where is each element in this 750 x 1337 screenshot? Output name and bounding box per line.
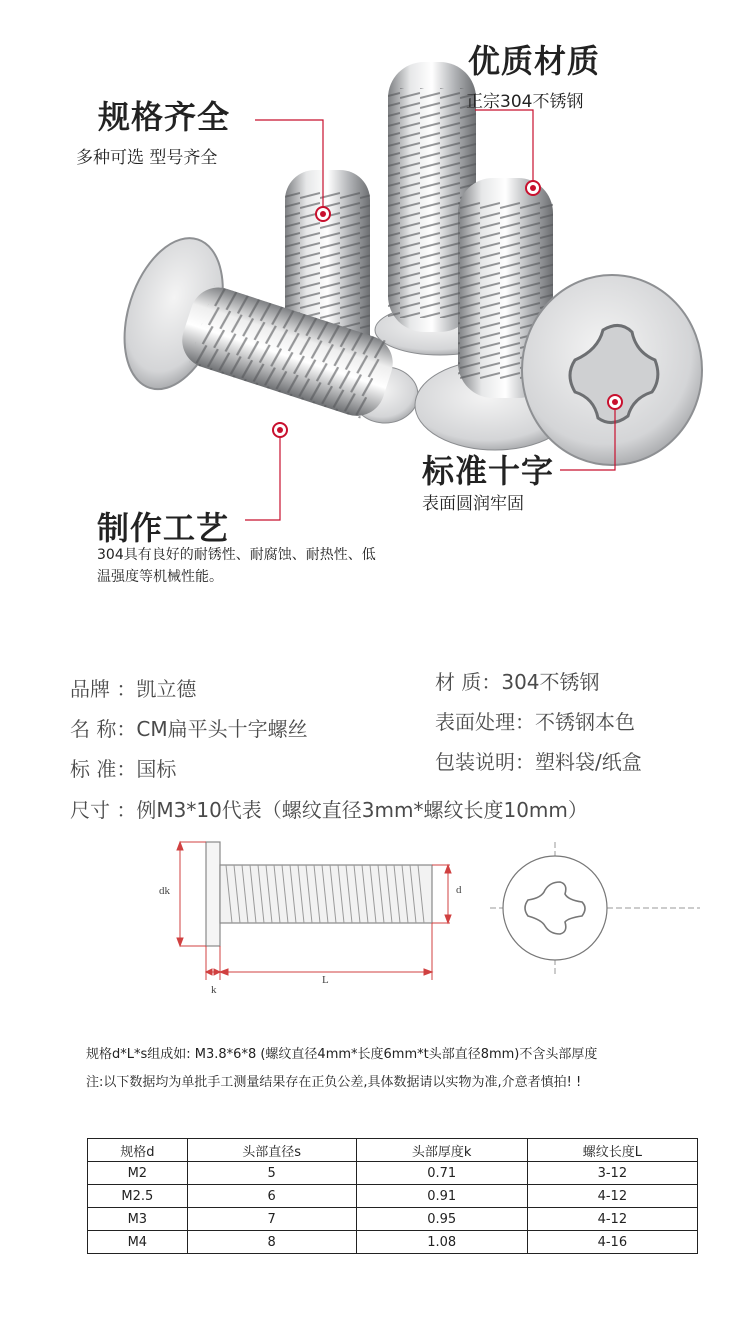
spec-surface-label: 表面处理： <box>435 710 535 734</box>
callout-material-title: 优质材质 <box>468 42 601 80</box>
table-row <box>88 1185 698 1208</box>
spec-composition-note: 规格d*L*s组成如: M3.8*6*8 (螺纹直径4mm*长度6mm*t头部直径8mm)不含头部厚度 <box>86 1047 598 1062</box>
cell-spec: M4 <box>88 1231 188 1254</box>
cell-head-diameter: 8 <box>187 1231 356 1254</box>
cell-head-diameter: 5 <box>187 1162 356 1185</box>
label-L: L <box>322 974 329 986</box>
spec-package <box>435 746 642 775</box>
callout-sizes-sub: 多种可选 型号齐全 <box>76 148 218 168</box>
spec-size-label: 尺寸 ： <box>70 798 137 822</box>
table-header-row <box>88 1139 698 1162</box>
cell-head-thickness: 0.71 <box>356 1162 527 1185</box>
spec-brand-label: 品牌 ： <box>70 677 137 701</box>
spec-size-value: 例M3*10代表（螺纹直径3mm*螺纹长度10mm） <box>136 798 588 822</box>
col-header-head-thickness: 头部厚度k <box>356 1139 527 1162</box>
spec-surface <box>435 706 635 735</box>
col-header-spec: 规格d <box>88 1139 188 1162</box>
spec-standard-label: 标 准： <box>70 757 137 781</box>
cell-head-diameter: 6 <box>187 1185 356 1208</box>
cell-head-thickness: 1.08 <box>356 1231 527 1254</box>
callout-craft-desc: 304具有良好的耐锈性、耐腐蚀、耐热性、低温强度等机械性能。 <box>97 547 376 585</box>
cell-head-thickness: 0.91 <box>356 1185 527 1208</box>
callout-cross-title: 标准十字 <box>422 452 555 490</box>
label-k: k <box>211 984 217 996</box>
col-header-thread-length: 螺纹长度L <box>527 1139 697 1162</box>
spec-name <box>70 713 308 742</box>
label-dk: dk <box>159 885 170 897</box>
spec-package-label: 包装说明： <box>435 750 535 774</box>
callout-sizes-title: 规格齐全 <box>98 98 231 136</box>
spec-name-value: CM扁平头十字螺丝 <box>136 717 308 741</box>
spec-size <box>70 794 588 823</box>
spec-brand <box>70 673 196 702</box>
cell-thread-length: 4-16 <box>527 1231 697 1254</box>
table-row <box>88 1231 698 1254</box>
cell-thread-length: 3-12 <box>527 1162 697 1185</box>
cell-head-thickness: 0.95 <box>356 1208 527 1231</box>
cell-spec: M3 <box>88 1208 188 1231</box>
cell-thread-length: 4-12 <box>527 1208 697 1231</box>
cell-thread-length: 4-12 <box>527 1185 697 1208</box>
spec-surface-value: 不锈钢本色 <box>535 710 635 734</box>
measurement-disclaimer: 注:以下数据均为单批手工测量结果存在正负公差,具体数据请以实物为准,介意者慎拍! ! <box>86 1075 582 1090</box>
table-row <box>88 1208 698 1231</box>
table-row <box>88 1162 698 1185</box>
callout-material-sub: 正宗304不锈钢 <box>466 92 584 112</box>
col-header-head-diameter: 头部直径s <box>187 1139 356 1162</box>
spec-standard <box>70 753 176 782</box>
spec-material-value: 304不锈钢 <box>501 670 600 694</box>
cell-spec: M2.5 <box>88 1185 188 1208</box>
dimension-diagram <box>150 832 720 1002</box>
spec-material <box>435 666 600 695</box>
spec-standard-value: 国标 <box>136 757 177 781</box>
spec-material-label: 材 质： <box>435 670 502 694</box>
label-d: d <box>456 884 462 896</box>
cell-head-diameter: 7 <box>187 1208 356 1231</box>
callout-craft-title: 制作工艺 <box>97 509 230 547</box>
spec-brand-value: 凯立德 <box>136 677 197 701</box>
spec-package-value: 塑料袋/纸盒 <box>535 750 642 774</box>
spec-name-label: 名 称： <box>70 717 137 741</box>
cell-spec: M2 <box>88 1162 188 1185</box>
spec-table <box>87 1138 698 1254</box>
callout-cross-sub: 表面圆润牢固 <box>422 494 524 514</box>
